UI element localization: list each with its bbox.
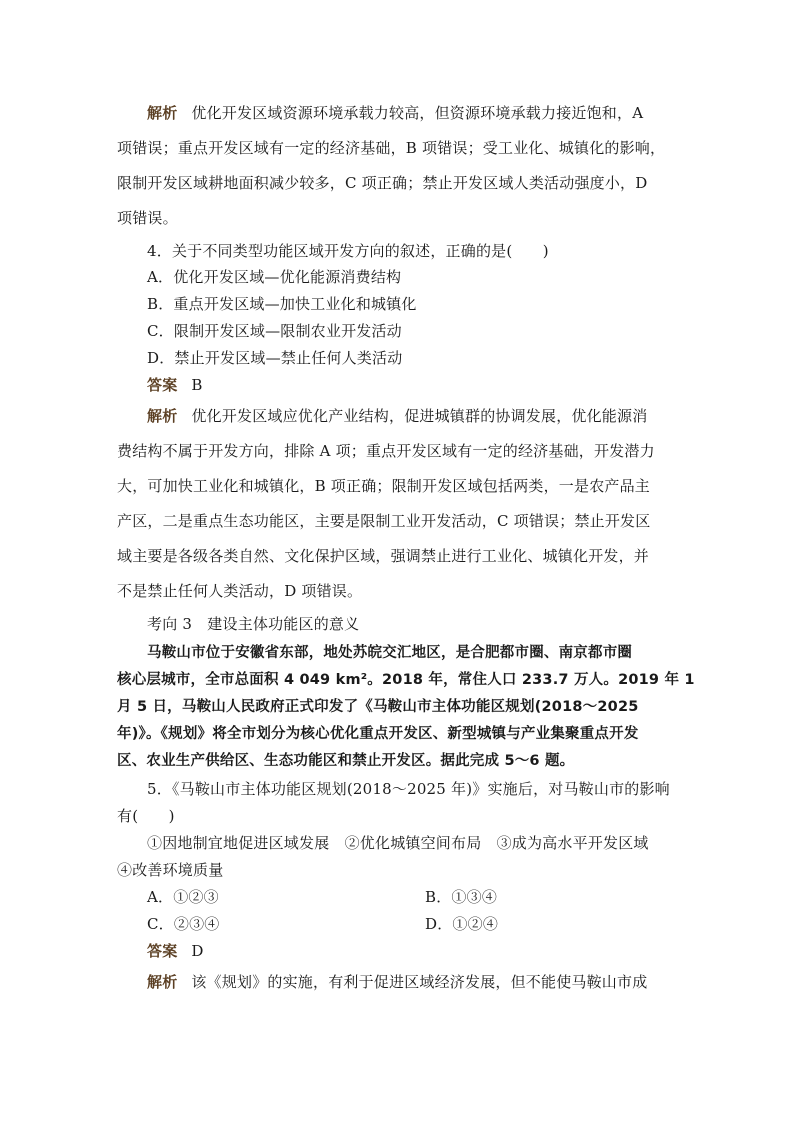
analysis-line: 项错误；重点开发区域有一定的经济基础，B 项错误；受工业化、城镇化的影响， (117, 139, 666, 157)
analysis-label: 解析 (147, 104, 178, 122)
option-c: C．②③④ (147, 915, 220, 933)
analysis-line: 解析 该《规划》的实施，有利于促进区域经济发展，但不能使马鞍山市成 (147, 973, 648, 991)
passage-line: 核心层城市，全市总面积 4 049 km²。2018 年，常住人口 233.7 万人。2019 年 1 (117, 672, 695, 688)
question-4-stem: 4．关于不同类型功能区域开发方向的叙述，正确的是( ) (147, 242, 549, 260)
analysis-line: 不是禁止任何人类活动，D 项错误。 (117, 582, 363, 600)
analysis-line: 解析 优化开发区域资源环境承载力较高，但资源环境承载力接近饱和，A (147, 104, 644, 122)
answer-line (147, 374, 679, 395)
answer-value: D (191, 942, 204, 960)
question-5-stem: 有( ) (117, 807, 175, 825)
option-c: C．限制开发区域—限制农业开发活动 (147, 322, 402, 340)
passage-line: 月 5 日，马鞍山人民政府正式印发了《马鞍山市主体功能区规划(2018～2025 (117, 699, 639, 715)
analysis-label: 解析 (147, 973, 178, 991)
analysis-line: 费结构不属于开发方向，排除 A 项；重点开发区域有一定的经济基础，开发潜力 (117, 442, 655, 460)
passage-line: 马鞍山市位于安徽省东部，地处苏皖交汇地区，是合肥都市圈、南京都市圈 (147, 645, 633, 661)
option-d: D．禁止开发区域—禁止任何人类活动 (147, 349, 403, 367)
question-5-items: ①因地制宜地促进区域发展 ②优化城镇空间布局 ③成为高水平开发区域 (147, 834, 649, 852)
analysis-line: 大，可加快工业化和城镇化，B 项正确；限制开发区域包括两类，一是农产品主 (117, 477, 650, 495)
option-a: A．①②③ (147, 888, 219, 906)
answer-label: 答案 (147, 942, 178, 960)
passage-line: 年)》。《规划》将全市划分为核心优化重点开发区、新型城镇与产业集聚重点开发 (117, 726, 639, 742)
option-b: B．①③④ (425, 888, 498, 906)
analysis-line: 域主要是各级各类自然、文化保护区域，强调禁止进行工业化、城镇化开发，并 (117, 547, 650, 565)
passage-line: 区、农业生产供给区、生态功能区和禁止开发区。据此完成 5～6 题。 (117, 753, 575, 769)
question-5-stem: 5．《马鞍山市主体功能区规划(2018～2025 年)》实施后，对马鞍山市的影响 (147, 780, 670, 798)
option-b: B．重点开发区域—加快工业化和城镇化 (147, 295, 417, 313)
analysis-label: 解析 (147, 407, 178, 425)
analysis-line: 解析 优化开发区域应优化产业结构，促进城镇群的协调发展，优化能源消 (147, 407, 648, 425)
analysis-line: 项错误。 (117, 209, 178, 227)
analysis-line: 产区，二是重点生态功能区，主要是限制工业开发活动，C 项错误；禁止开发区 (117, 512, 651, 530)
answer-line (147, 940, 679, 961)
section-title: 考向 3 建设主体功能区的意义 (147, 615, 360, 633)
answer-label: 答案 (147, 376, 178, 394)
option-a: A．优化开发区域—优化能源消费结构 (147, 268, 402, 286)
option-row (147, 913, 679, 934)
question-5-items: ④改善环境质量 (117, 861, 224, 879)
option-d: D．①②④ (425, 915, 499, 933)
option-row (147, 886, 679, 907)
answer-value: B (191, 376, 203, 394)
analysis-line: 限制开发区域耕地面积减少较多，C 项正确；禁止开发区域人类活动强度小，D (117, 174, 648, 192)
